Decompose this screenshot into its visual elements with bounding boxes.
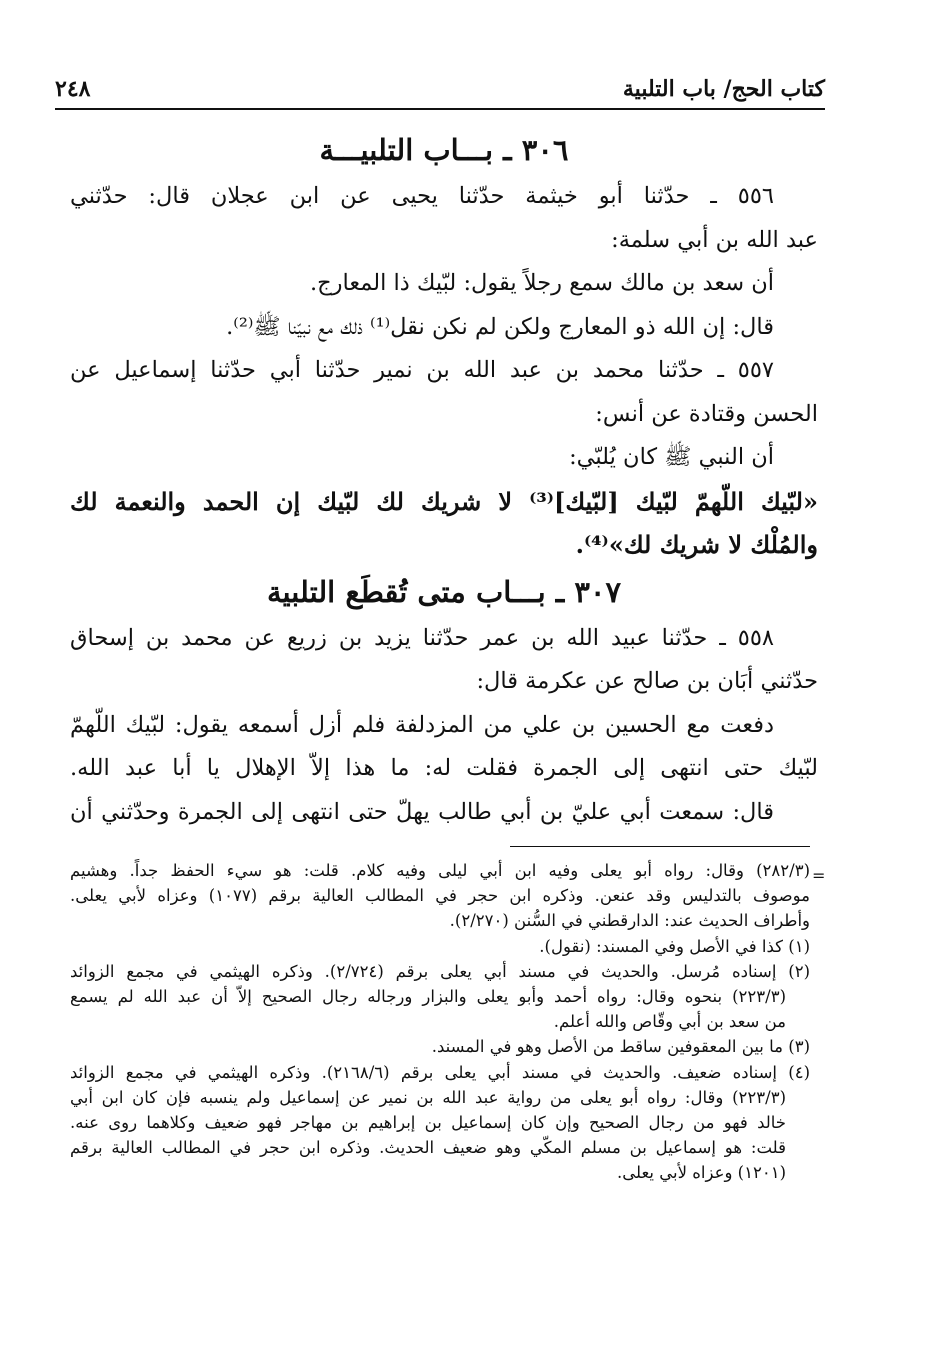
footnote-prev-line-1: (٢٨٢/٣) وقال: رواه أبو يعلى وفيه ابن أبي ليلى وفيه كلام. قلت: هو سيء الحفظ جداً. وهشيم bbox=[70, 861, 810, 880]
main-text bbox=[70, 125, 818, 834]
hadith-557-line-3: أن النبي ﷺ كان يُلبّي: bbox=[569, 444, 774, 470]
footnote-prev-line-3: وأطراف الحديث عند: الدارقطني في السُّنن (٢/٢٧٠). bbox=[449, 911, 810, 931]
hadith-557-line-1: ٥٥٧ ـ حدّثنا محمد بن عبد الله بن نمير حدّثنا أبي حدّثنا إسماعيل عن bbox=[70, 357, 774, 383]
hadith-558-line-3: دفعت مع الحسين بن علي من المزدلفة فلم أزل أسمعه يقول: لبّيك اللّهمّ bbox=[70, 711, 774, 738]
hadith-558-line-2: حدّثني أبَان بن صالح عن عكرمة قال: bbox=[476, 668, 818, 694]
hadith-557-line-4: «لبّيك اللّهمّ لبّيك [لبّيك]⁽³⁾ لا شريك لك لبّيك إن الحمد والنعمة لك bbox=[70, 486, 818, 516]
hadith-557-line-5: والمُلْك لا شريك لك»⁽⁴⁾. bbox=[575, 530, 818, 559]
footnote-4-line-2: (٢٢٣/٣) وقال: رواه أبو يعلى من رواية عبد الله بن نمير عن إسماعيل ولم ينسبه فإن كان ابن أبي bbox=[70, 1087, 786, 1107]
page-number: ٢٤٨ bbox=[55, 76, 91, 102]
footnote-2-line-1: (٢) إسناده مُرسل. والحديث في مسند أبي يعلى برقم (٢/٧٢٤). وذكره الهيثمي في مجمع الزوائد bbox=[70, 961, 810, 981]
chapter-title-307: ٣٠٧ ـ بـــاب متى تُقطَع التلبية bbox=[266, 574, 622, 609]
footnote-2-line-2: (٢٢٣/٣) بنحوه وقال: رواه أحمد وأبو يعلى والبزار ورجاله رجال الصحيح إلاّ أن عبد الله لم يسمع bbox=[70, 986, 786, 1006]
hadith-557-line-2: الحسن وقتادة عن أنس: bbox=[595, 400, 818, 427]
footnotes bbox=[70, 858, 810, 1185]
footnote-4-line-5: (١٢٠١) وعزاه لأبي يعلى. bbox=[617, 1163, 786, 1183]
footnote-3: (٣) ما بين المعقوفين ساقط من الأصل وهو في المسند. bbox=[431, 1037, 810, 1057]
footnote-continuation-mark: = bbox=[812, 866, 826, 885]
hadith-556-line-3: أن سعد بن مالك سمع رجلاً يقول: لبّيك ذا المعارج. bbox=[309, 270, 774, 296]
header-divider bbox=[55, 108, 825, 110]
hadith-556-line-4: قال: إن الله ذو المعارج ولكن لم نكن نقل⁽¹⁾ ذلك مع نبيّنا ﷺ⁽²⁾. bbox=[226, 313, 774, 340]
page-header bbox=[55, 72, 825, 106]
hadith-556-line-1: ٥٥٦ ـ حدّثنا أبو خيثمة حدّثنا يحيى عن ابن عجلان قال: حدّثني bbox=[70, 183, 774, 209]
footnote-prev-line-2: موصوف بالتدليس وقد عنعن. وذكره ابن حجر في المطالب العالية برقم (١٠٧٧) وعزاه لأبي يعلى. bbox=[70, 886, 810, 906]
footnote-4-line-1: (٤) إسناده ضعيف. والحديث في مسند أبي يعلى برقم (٢١٦٨/٦). وذكره الهيثمي في مجمع الزوائد bbox=[70, 1062, 810, 1082]
footnote-2-line-3: من سعد بن أبي وقّاص والله أعلم. bbox=[553, 1012, 786, 1032]
running-title: كتاب الحج/ باب التلبية bbox=[622, 76, 825, 102]
hadith-556-line-2: عبد الله بن أبي سلمة: bbox=[611, 226, 818, 253]
footnote-4-line-3: خالد فهو من رجال الصحيح وإن كان إسماعيل بن إبراهيم بن مهاجر فهو ضعيف وكلاهما روى عنه. bbox=[70, 1112, 786, 1132]
footnote-divider bbox=[510, 846, 810, 847]
hadith-558-line-1: ٥٥٨ ـ حدّثنا عبيد الله بن عمر حدّثنا يزيد بن زريع عن محمد بن إسحاق bbox=[70, 624, 774, 651]
footnote-4-line-4: قلت: هو إسماعيل بن مسلم المكّي وهو ضعيف الحديث. وذكره ابن حجر في المطالب العالية برقم bbox=[70, 1138, 786, 1158]
hadith-558-line-5: قال: سمعت أبي عليّ بن أبي طالب يهلّ حتى انتهى إلى الجمرة وحدّثني أن bbox=[70, 798, 774, 825]
footnote-1: (١) كذا في الأصل وفي المسند: (نقول). bbox=[539, 936, 810, 956]
chapter-title-306: ٣٠٦ ـ بـــاب التلبيـــة bbox=[319, 133, 569, 167]
hadith-558-line-4: لبّيك حتى انتهى إلى الجمرة فقلت له: ما هذا إلاّ الإهلال يا أبا عبد الله. bbox=[70, 755, 818, 781]
